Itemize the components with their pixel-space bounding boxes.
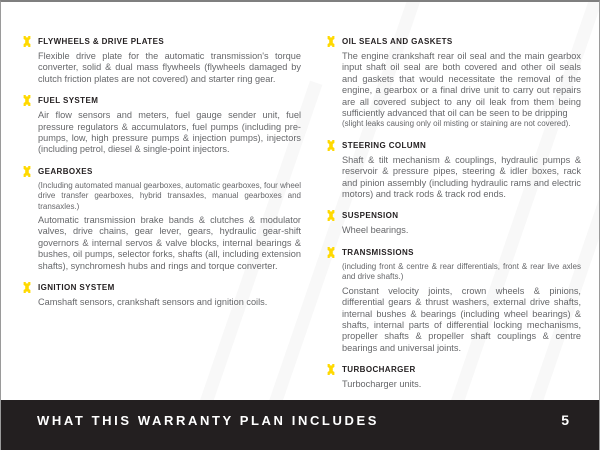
spanner-icon	[327, 364, 335, 375]
section-paragraph: Constant velocity joints, crown wheels & pinions, differential gears & thrust washers, external drive shafts, internal bushes & bearings (including wheel bearings) & shafts, internal parts of differential locking mechanisms, propeller shafts & propeller shaft couplings & centre bearings and universal joints.	[342, 285, 581, 353]
section-heading: OIL SEALS AND GASKETS	[342, 37, 453, 46]
section-paragraph: Flexible drive plate for the automatic transmission's torque converter, solid & dual mass flywheels (flywheels damaged by clutch friction plates are not covered) and starter ring gear.	[38, 51, 301, 84]
section-paragraph: The engine crankshaft rear oil seal and the main gearbox input shaft oil seal are both covered and other oil seals and gaskets that would necessitate the removal of the engine, a gearbox or a final drive unit to carry out repairs are all covered subject to any oil leak from them being sufficiently advanced that oil can be seen to be dripping	[342, 51, 581, 119]
section-paragraph: Camshaft sensors, crankshaft sensors and ignition coils.	[38, 297, 268, 308]
section-oil-seals-gaskets	[327, 36, 581, 130]
section-paragraph: Turbocharger units.	[342, 379, 422, 390]
spanner-icon	[23, 36, 31, 47]
footer-title: WHAT THIS WARRANTY PLAN INCLUDES	[37, 412, 379, 428]
section-paragraph: Air flow sensors and meters, fuel gauge sender unit, fuel pressure regulators & accumulators, fuel pumps (including pre-pumps, low, high pressure pumps & injection pumps), injectors (including petrol, diesel & single-point injectors.	[38, 110, 301, 155]
section-header	[23, 95, 301, 106]
page-number: 5	[561, 412, 569, 428]
section-heading: FLYWHEELS & DRIVE PLATES	[38, 37, 165, 46]
page-content	[1, 2, 599, 401]
footer-bar	[1, 400, 599, 450]
spanner-icon	[327, 210, 335, 221]
section-paragraph-small: (Including automated manual gearboxes, automatic gearboxes, four wheel drive transfer gearboxes, hybrid transaxles, manual gearboxes and transaxles.)	[38, 180, 301, 211]
section-header	[327, 247, 581, 258]
section-transmissions	[327, 247, 581, 354]
section-fuel-system	[23, 95, 301, 156]
section-suspension	[327, 210, 581, 236]
section-heading: FUEL SYSTEM	[38, 96, 99, 106]
spanner-icon	[327, 247, 335, 258]
section-header	[23, 166, 301, 177]
section-heading: STEERING COLUMN	[342, 140, 427, 150]
section-header	[23, 36, 301, 47]
section-heading: SUSPENSION	[342, 211, 399, 221]
spanner-icon	[327, 36, 335, 47]
left-column	[23, 36, 301, 401]
right-column	[327, 36, 581, 401]
section-turbocharger	[327, 364, 581, 390]
section-header	[23, 282, 301, 293]
section-heading: GEARBOXES	[38, 166, 93, 176]
section-paragraph: Wheel bearings.	[342, 225, 409, 236]
section-heading: IGNITION SYSTEM	[38, 283, 115, 293]
spanner-icon	[327, 140, 335, 151]
section-paragraph-small: (slight leaks causing only oil misting or staining are not covered).	[342, 119, 571, 129]
section-steering-column	[327, 140, 581, 201]
section-header	[327, 210, 581, 221]
section-paragraph: Shaft & tilt mechanism & couplings, hydraulic pumps & reservoir & pressure pipes, steering & idler boxes, rack and pinion assembly (including hydraulic rams and electric motors) and track rods & track rod ends.	[342, 154, 581, 200]
section-paragraph-small: (including front & centre & rear differentials, front & rear live axles and drive shafts.)	[342, 261, 581, 282]
section-paragraph: Automatic transmission brake bands & clutches & modulator valves, drive chains, gear lever, gears, hydraulic gear-shift governors & internal servos & valve blocks, internal bearings & bushes, oil pumps, selector forks, shafts (all, including extension shafts), synchromesh hubs and rings and torque converter.	[38, 215, 301, 271]
section-header	[327, 140, 581, 151]
section-flywheels-drive-plates	[23, 36, 301, 85]
spanner-icon	[23, 95, 31, 106]
section-heading: TRANSMISSIONS	[342, 247, 414, 257]
section-header	[327, 36, 581, 47]
section-heading: TURBOCHARGER	[342, 365, 416, 375]
section-ignition-system	[23, 282, 301, 308]
section-gearboxes	[23, 166, 301, 272]
spanner-icon	[23, 282, 31, 293]
spanner-icon	[23, 166, 31, 177]
section-header	[327, 364, 581, 375]
